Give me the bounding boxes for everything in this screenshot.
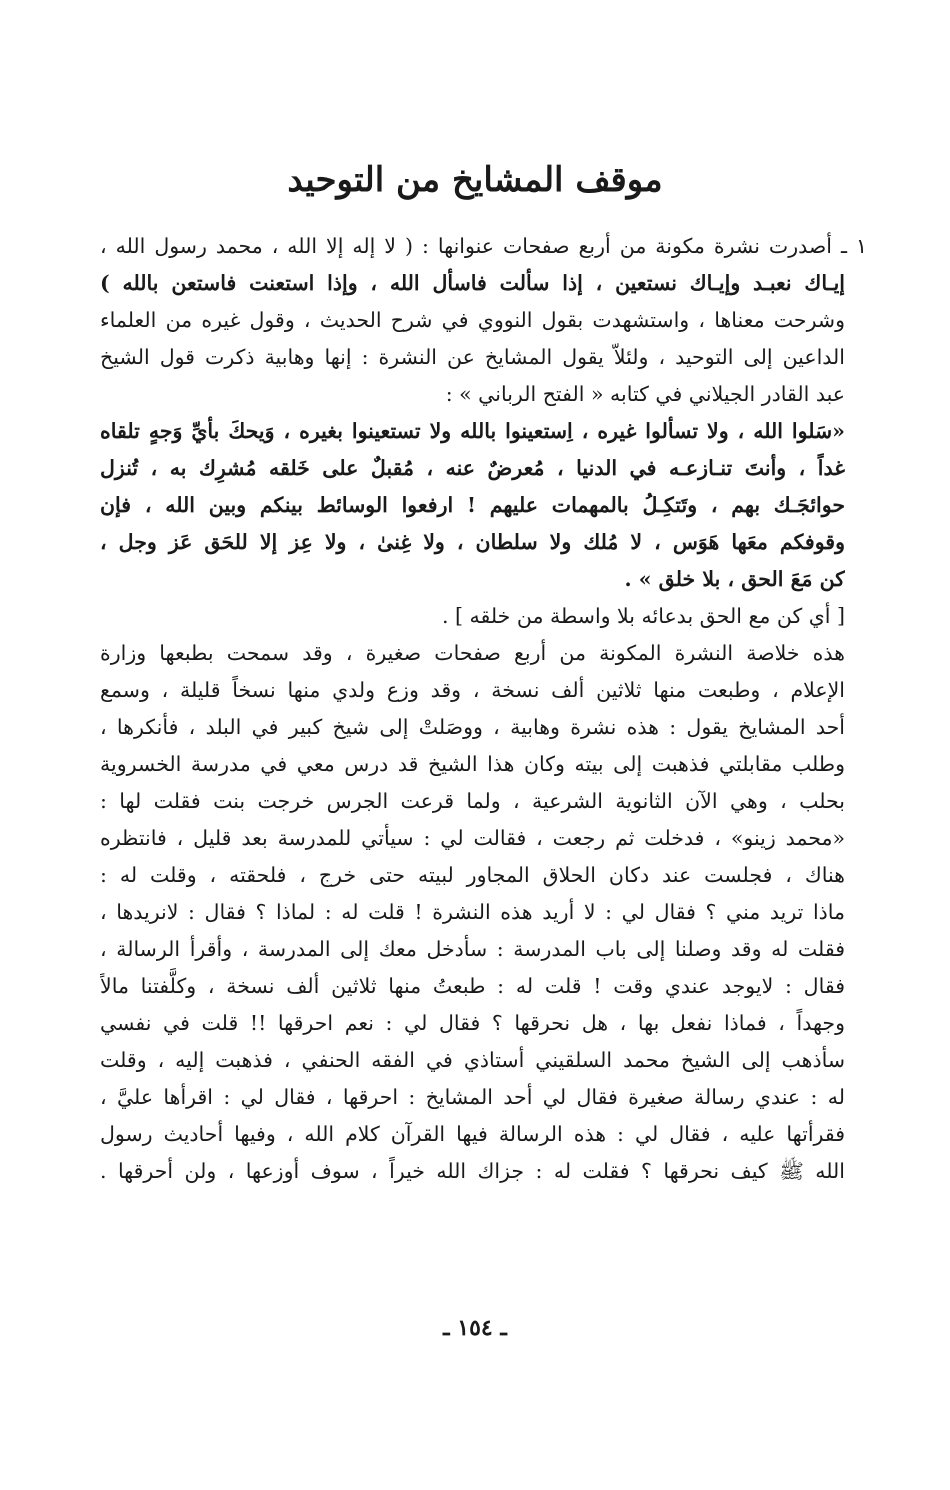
text-line: حوائجَـك بهم ، وتَتكِـلُ بالمهمات عليهم ! ارفعوا الوسائط بينكم وبين الله ، فإن: [100, 493, 845, 517]
text-line: فقرأتها عليه ، فقال لي : هذه الرسالة فيها القرآن كلام الله ، وفيها أحاديث رسول: [100, 1122, 845, 1146]
text-line: «محمد زينو» ، فدخلت ثم رجعت ، فقالت لي : سيأتي للمدرسة بعد قليل ، فانتظره: [100, 826, 845, 850]
text-line: ماذا تريد مني ؟ فقال لي : لا أريد هذه النشرة ! قلت له : لماذا ؟ فقال : لانريدها ،: [100, 900, 845, 924]
page-number: ـ ١٥٤ ـ: [443, 1315, 507, 1341]
text-line: ١ ـ أصدرت نشرة مكونة من أربع صفحات عنوانها : ( لا إله إلا الله ، محمد رسول الله ،: [100, 234, 867, 258]
text-line: [ أي كن مع الحق بدعائه بلا واسطة من خلقه ] .: [441, 604, 845, 628]
text-line: وقوفكم معَها هَوَس ، لا مُلك ولا سلطان ، ولا غِنىٰ ، ولا عِز إلا للحَق عَز وجل ،: [100, 530, 845, 554]
text-line: وشرحت معناها ، واستشهدت بقول النووي في شرح الحديث ، وقول غيره من العلماء: [100, 308, 845, 332]
text-line: الداعين إلى التوحيد ، ولئلاّ يقول المشايخ عن النشرة : إنها وهابية ذكرت قول الشيخ: [100, 345, 845, 369]
text-line: هناك ، فجلست عند دكان الحلاق المجاور لبيته حتى خرج ، فلحقته ، وقلت له :: [100, 863, 845, 887]
text-line: أحد المشايخ يقول : هذه نشرة وهابية ، ووصَلتْ إلى شيخ كبير في البلد ، فأنكرها ،: [100, 715, 845, 739]
body-text: [100, 228, 867, 1190]
text-line: سأذهب إلى الشيخ محمد السلقيني أستاذي في الفقه الحنفي ، فذهبت إليه ، وقلت: [100, 1048, 845, 1072]
text-line: الله ﷺ كيف نحرقها ؟ فقلت له : جزاك الله خيراً ، سوف أوزعها ، ولن أحرقها .: [100, 1159, 845, 1183]
text-line: هذه خلاصة النشرة المكونة من أربع صفحات صغيرة ، وقد سمحت بطبعها وزارة: [100, 641, 845, 665]
text-line: عبد القادر الجيلاني في كتابه « الفتح الرباني » :: [445, 382, 845, 406]
text-line: وجهداً ، فماذا نفعل بها ، هل نحرقها ؟ فقال لي : نعم احرقها !! قلت في نفسي: [100, 1011, 845, 1035]
text-line: له : عندي رسالة صغيرة فقال لي أحد المشايخ : احرقها ، فقال لي : اقرأها عليَّ ،: [100, 1085, 845, 1109]
text-line: كن مَعَ الحق ، بلا خلق » .: [624, 567, 845, 591]
text-line: وطلب مقابلتي فذهبت إلى بيته وكان هذا الشيخ قد درس معي في مدرسة الخسروية: [100, 752, 845, 776]
page-title: موقف المشايخ من التوحيد: [287, 160, 663, 200]
text-line: غداً ، وأنتَ تنـازعـه في الدنيا ، مُعرضٌ عنه ، مُقبلٌ على خَلقه مُشرِك به ، تُنزل: [100, 456, 845, 480]
text-line: إيـاك نعبـد وإيـاك نستعين ، إذا سألت فاسأل الله ، وإذا استعنت فاستعن بالله ): [100, 271, 845, 295]
text-line: بحلب ، وهي الآن الثانوية الشرعية ، ولما قرعت الجرس خرجت بنت فقلت لها :: [100, 789, 845, 813]
text-line: «سَلوا الله ، ولا تسألوا غيره ، اِستعينوا بالله ولا تستعينوا بغيره ، وَيحكَ بأيِّ وَجهٍ تلقاه: [100, 419, 845, 443]
text-line: فقال : لايوجد عندي وقت ! قلت له : طبعتُ منها ثلاثين ألف نسخة ، وكلَّفتنا مالاً: [100, 974, 845, 998]
text-line: الإعلام ، وطبعت منها ثلاثين ألف نسخة ، وقد وزع ولدي منها نسخاً قليلة ، وسمع: [100, 678, 845, 702]
text-line: فقلت له وقد وصلنا إلى باب المدرسة : سأدخل معك إلى المدرسة ، وأقرأ الرسالة ،: [100, 937, 845, 961]
